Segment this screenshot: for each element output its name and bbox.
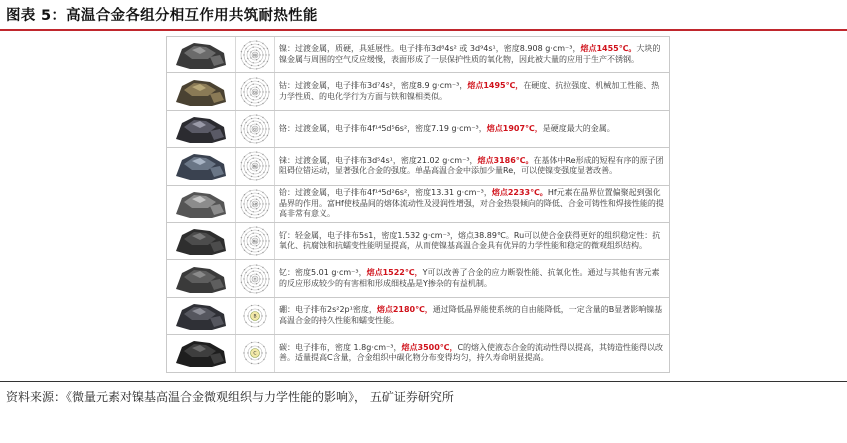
sample-cell	[167, 335, 236, 371]
melting-point-highlight: 熔点3500℃，	[401, 342, 458, 352]
description-lead: 镍：过渡金属，质硬，具延展性。电子排布3d⁸4s² 或 3d⁹4s¹，密度8.908 g·cm⁻³，	[279, 44, 581, 54]
sample-cell	[167, 73, 236, 109]
mineral-sample-image	[172, 263, 230, 295]
electron-shell-diagram	[239, 150, 271, 182]
electron-shell-diagram	[239, 113, 271, 145]
description-lead: 硼：电子排布2s²2p¹密度，	[279, 305, 377, 315]
element-table	[166, 36, 670, 373]
element-symbol: B	[253, 314, 257, 320]
description-cell	[275, 335, 669, 371]
sample-cell	[167, 298, 236, 334]
element-row	[166, 186, 670, 223]
atom-cell	[236, 335, 275, 371]
electron-shell-diagram	[239, 188, 271, 220]
melting-point-highlight: 熔点3186℃。	[477, 155, 534, 165]
description-text	[279, 188, 665, 220]
atom-cell	[236, 223, 275, 259]
element-row	[166, 73, 670, 110]
description-lead: 钇：密度5.01 g·cm⁻³，	[279, 268, 367, 278]
element-symbol: Cr	[253, 127, 257, 132]
melting-point-highlight: 熔点1907℃，	[486, 123, 543, 133]
melting-point-highlight: 熔点1455℃。	[580, 44, 637, 54]
sample-cell	[167, 223, 236, 259]
sample-cell	[167, 37, 236, 72]
mineral-sample-image	[172, 76, 230, 108]
description-text	[279, 305, 665, 326]
electron-shell-diagram	[239, 76, 271, 108]
description-cell	[275, 111, 669, 147]
atom-cell	[236, 298, 275, 334]
electron-shell-diagram	[239, 263, 271, 295]
description-cell	[275, 73, 669, 109]
element-row	[166, 111, 670, 148]
description-lead: 钴：过渡金属，电子排布3d⁷4s²，密度8.9 g·cm⁻³，	[279, 81, 468, 91]
element-symbol: C	[253, 351, 257, 357]
description-tail: C的熔入使液态合金的流动性得以提高，其铸造性能得以改善。适量提高C含量，合金组织中碳化物分布变得均匀，持久寿命明显提高。	[279, 342, 664, 363]
element-symbol: Re	[252, 164, 258, 169]
description-tail: 通过降低晶界能使系统的自由能降低，一定含量的B显著影响镍基高温合金的持久性能和蠕变性能。	[279, 305, 663, 325]
mineral-sample-image	[172, 337, 230, 369]
atom-cell	[236, 186, 275, 222]
description-cell	[275, 260, 669, 296]
sample-cell	[167, 260, 236, 296]
atom-cell	[236, 260, 275, 296]
element-row	[166, 223, 670, 260]
description-tail: 是硬度最大的金属。	[542, 123, 615, 133]
title-rule	[0, 29, 847, 31]
description-cell	[275, 223, 669, 259]
mineral-sample-image	[172, 300, 230, 332]
description-text	[279, 343, 665, 364]
description-text	[279, 44, 665, 65]
description-tail: 大块的镍金属与周围的空气反应缓慢，表面形成了一层保护性质的氧化物，因此被大量的应用于生产不锈钢。	[279, 44, 661, 64]
melting-point-highlight: 熔点2180℃，	[376, 305, 433, 315]
element-symbol: Co	[252, 90, 258, 95]
description-tail: Y可以改善了合金的应力断裂性能、抗氧化性。通过与其他有害元素的反应形成较少的有害相和形成细枝晶是Y掺杂的有益机制。	[279, 268, 660, 288]
description-cell	[275, 298, 669, 334]
sample-cell	[167, 186, 236, 222]
element-row	[166, 36, 670, 73]
atom-cell	[236, 37, 275, 72]
electron-shell-diagram	[239, 225, 271, 257]
element-symbol: Ru	[252, 239, 258, 244]
description-tail: 在基体中Re形成的短程有序的原子团阻碍位错运动，显著强化合金的强度。单晶高温合金中添加少量Re，可以使镍变强度显著改善。	[279, 155, 664, 176]
element-row	[166, 335, 670, 372]
description-lead: 铬：过渡金属，电子排布4f¹⁴5d⁵6s²，密度7.19 g·cm⁻³，	[279, 123, 487, 133]
description-lead: 铪：过渡金属，电子排布4f¹⁴5d²6s²，密度13.31 g·cm⁻³，	[279, 188, 492, 197]
description-tail: 在硬度、抗拉强度、机械加工性能、热力学性质、的电化学行为方面与铁和镍相类似。	[279, 81, 660, 101]
mineral-sample-image	[172, 39, 230, 71]
description-text	[279, 124, 615, 135]
electron-shell-diagram	[239, 300, 271, 332]
element-symbol: Ni	[253, 53, 257, 58]
description-text	[279, 81, 665, 102]
atom-cell	[236, 111, 275, 147]
description-text	[279, 268, 665, 289]
description-lead: 钌：轻金属，电子排布5s1，密度1.532 g·cm⁻³，熔点38.89℃。Ru可以使合金获得更好的组织稳定性：抗氧化、抗腐蚀和抗蠕变性能明显提高，从而使镍基高温合金具有优异的力学性能和稳定的微观组织结构。	[279, 230, 661, 251]
mineral-sample-image	[172, 113, 230, 145]
element-symbol: Hf	[253, 202, 257, 207]
mineral-sample-image	[172, 225, 230, 257]
description-text	[279, 156, 665, 177]
melting-point-highlight: 熔点2233℃。	[491, 188, 548, 197]
atom-cell	[236, 148, 275, 184]
element-row	[166, 148, 670, 185]
atom-cell	[236, 73, 275, 109]
source-rule	[0, 381, 847, 382]
electron-shell-diagram	[239, 337, 271, 369]
sample-cell	[167, 148, 236, 184]
figure-title: 图表 5：高温合金各组分相互作用共筑耐热性能	[6, 8, 318, 24]
description-cell	[275, 186, 669, 222]
description-cell	[275, 37, 669, 72]
element-row	[166, 298, 670, 335]
mineral-sample-image	[172, 188, 230, 220]
description-lead: 铼：过渡金属，电子排布3d⁵4s¹，密度21.02 g·cm⁻³，	[279, 155, 478, 165]
mineral-sample-image	[172, 150, 230, 182]
description-text	[279, 231, 665, 252]
description-lead: 碳：电子排布，密度 1.8g·cm⁻³，	[279, 342, 402, 352]
element-row	[166, 260, 670, 297]
description-tail: Hf元素在晶界位置偏聚起到强化晶界的作用。富Hf使枝晶间的熔体流动性及浸润性增强，对合金热裂倾向的降低、合金可铸性和焊接性能的提高非常有意义。	[279, 188, 664, 218]
source-note: 资料来源：《微量元素对镍基高温合金微观组织与力学性能的影响》， 五矿证券研究所	[6, 390, 454, 404]
element-symbol: Y	[254, 277, 256, 282]
electron-shell-diagram	[239, 39, 271, 71]
melting-point-highlight: 熔点1522℃，	[366, 268, 423, 278]
sample-cell	[167, 111, 236, 147]
melting-point-highlight: 熔点1495℃，	[467, 81, 524, 91]
description-cell	[275, 148, 669, 184]
